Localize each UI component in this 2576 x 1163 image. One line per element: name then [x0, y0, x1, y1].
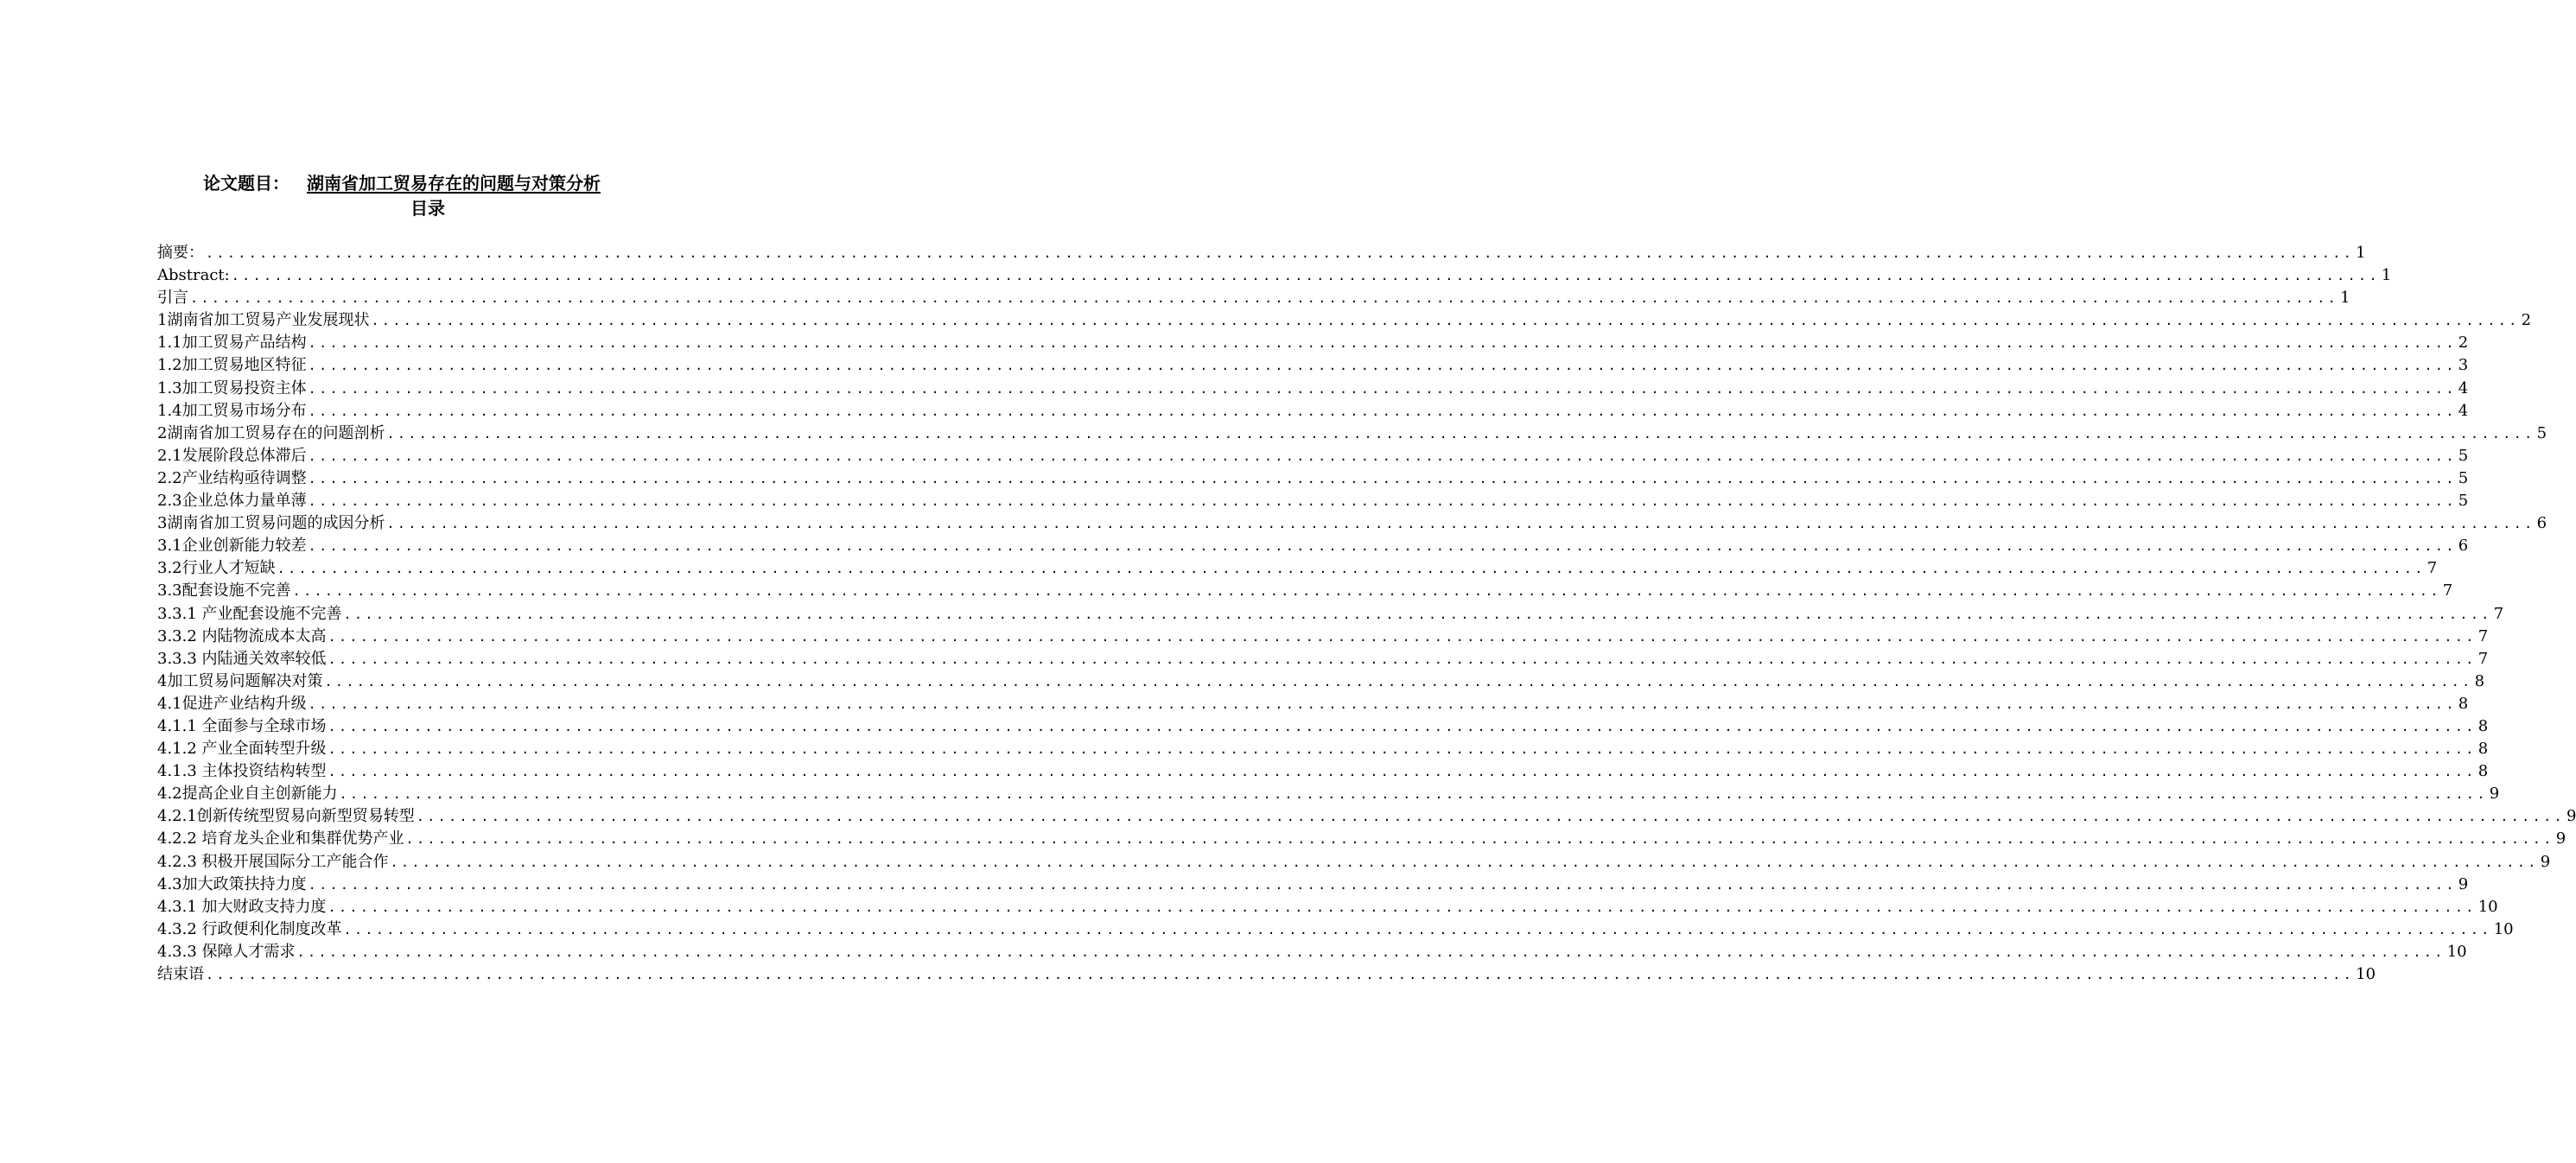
- toc-entry-page-number: 1: [2356, 244, 2366, 262]
- toc-entry-label: 3.3.3 内陆通关效率较低: [157, 649, 327, 668]
- toc-entry[interactable]: [157, 715, 2489, 738]
- toc-entry-page-number: 9: [2540, 852, 2551, 871]
- toc-entry-label: 1.2加工贸易地区特征: [157, 356, 307, 375]
- toc-entry-page-number: 5: [2536, 423, 2547, 442]
- toc-entry-page-number: 6: [2536, 514, 2547, 533]
- toc-dot-leader: ........................................................................................................................................................................................................: [296, 944, 2446, 960]
- toc-entry-page-number: 6: [2458, 537, 2469, 556]
- toc-entry-page-number: 3: [2458, 356, 2469, 375]
- toc-entry-page-number: 10: [2477, 897, 2498, 916]
- toc-dot-leader: ........................................................................................................................................................................................................: [343, 606, 2492, 622]
- toc-entry-label: 3.2行业人才短缺: [157, 559, 276, 578]
- toc-dot-leader: ........................................................................................................................................................................................................: [328, 718, 2477, 734]
- toc-entry[interactable]: [157, 423, 2547, 445]
- toc-entry-page-number: 10: [2356, 965, 2376, 983]
- thesis-title-value: 湖南省加工贸易存在的问题与对策分析: [307, 173, 601, 194]
- toc-entry-label: 4.2提高企业自主创新能力: [157, 785, 338, 804]
- toc-dot-leader: ........................................................................................................................................................................................................: [308, 470, 2457, 486]
- toc-dot-leader: ........................................................................................................................................................................................................: [277, 561, 2426, 577]
- toc-entry[interactable]: [157, 693, 2469, 715]
- toc-dot-leader: ........................................................................................................................................................................................................: [386, 516, 2535, 532]
- toc-entry-page-number: 9: [2566, 807, 2576, 826]
- toc-entry-label: 3.3.2 内陆物流成本太高: [157, 626, 327, 645]
- toc-entry-page-number: 4: [2458, 401, 2469, 420]
- toc-entry-label: 2湖南省加工贸易存在的问题剖析: [157, 423, 385, 442]
- toc-entry-page-number: 2: [2521, 311, 2532, 330]
- toc-entry-label: 4.3.2 行政便利化制度改革: [157, 919, 342, 938]
- toc-entry[interactable]: [157, 287, 2350, 309]
- toc-entry-label: 4.1.3 主体投资结构转型: [157, 762, 327, 781]
- toc-dot-leader: ........................................................................................................................................................................................................: [308, 358, 2457, 374]
- toc-entry[interactable]: [157, 332, 2469, 354]
- toc-entry-label: 4.3.3 保障人才需求: [157, 942, 296, 961]
- toc-entry-label: 4加工贸易问题解决对策: [157, 671, 323, 690]
- toc-entry[interactable]: [157, 354, 2469, 377]
- toc-entry[interactable]: [157, 918, 2514, 941]
- toc-dot-leader: ........................................................................................................................................................................................................: [206, 967, 2355, 982]
- toc-entry-page-number: 1: [2340, 289, 2350, 308]
- toc-dot-leader: ........................................................................................................................................................................................................: [343, 921, 2492, 937]
- toc-entry[interactable]: [157, 557, 2438, 580]
- toc-entry[interactable]: [157, 648, 2489, 670]
- toc-dot-leader: ........................................................................................................................................................................................................: [206, 245, 2355, 261]
- toc-dot-leader: ........................................................................................................................................................................................................: [328, 741, 2477, 758]
- toc-entry-label: 1.3加工贸易投资主体: [157, 378, 307, 397]
- toc-entry-label: 1.1加工贸易产品结构: [157, 334, 307, 353]
- toc-dot-leader: ........................................................................................................................................................................................................: [292, 583, 2441, 600]
- toc-entry-page-number: 9: [2489, 785, 2500, 804]
- toc-entry[interactable]: [157, 896, 2498, 918]
- toc-dot-leader: ........................................................................................................................................................................................................: [386, 425, 2535, 442]
- toc-entry-page-number: 2: [2458, 334, 2469, 353]
- toc-entry[interactable]: [157, 378, 2469, 400]
- toc-entry[interactable]: [157, 828, 2566, 850]
- toc-dot-leader: ........................................................................................................................................................................................................: [308, 876, 2457, 893]
- toc-entry-page-number: 4: [2458, 378, 2469, 397]
- toc-entry[interactable]: [157, 535, 2469, 557]
- toc-dot-leader: ........................................................................................................................................................................................................: [416, 809, 2565, 825]
- toc-entry-label: 2.3企业总体力量单薄: [157, 492, 307, 511]
- toc-entry-label: 4.1.2 产业全面转型升级: [157, 740, 327, 759]
- thesis-title-label: 论文题目：: [203, 173, 289, 194]
- toc-entry-page-number: 8: [2477, 740, 2489, 759]
- toc-dot-leader: ........................................................................................................................................................................................................: [308, 380, 2457, 397]
- toc-dot-leader: ........................................................................................................................................................................................................: [328, 628, 2477, 645]
- toc-entry-label: 4.3.1 加大财政支持力度: [157, 897, 327, 916]
- toc-entry-label: 4.3加大政策扶持力度: [157, 874, 307, 893]
- toc-entry[interactable]: [157, 264, 2392, 287]
- toc-dot-leader: ........................................................................................................................................................................................................: [371, 313, 2520, 329]
- toc-entry[interactable]: [157, 805, 2576, 828]
- toc-dot-leader: ........................................................................................................................................................................................................: [328, 651, 2477, 667]
- toc-entry[interactable]: [157, 242, 2366, 264]
- toc-dot-leader: ........................................................................................................................................................................................................: [308, 335, 2457, 352]
- toc-entry-page-number: 10: [2493, 919, 2514, 938]
- toc-entry[interactable]: [157, 512, 2547, 535]
- toc-entry-page-number: 8: [2477, 716, 2489, 735]
- toc-entry-page-number: 9: [2458, 874, 2469, 893]
- toc-dot-leader: ........................................................................................................................................................................................................: [308, 538, 2457, 555]
- toc-entry-page-number: 1: [2381, 266, 2392, 285]
- toc-entry-label: 4.1.1 全面参与全球市场: [157, 716, 327, 735]
- toc-entry-page-number: 7: [2442, 582, 2453, 601]
- toc-entry-page-number: 7: [2493, 604, 2504, 623]
- toc-dot-leader: ........................................................................................................................................................................................................: [308, 448, 2457, 464]
- thesis-title: [0, 171, 821, 195]
- toc-dot-leader: ........................................................................................................................................................................................................: [324, 673, 2473, 690]
- toc-dot-leader: ........................................................................................................................................................................................................: [308, 493, 2457, 510]
- toc-dot-leader: ........................................................................................................................................................................................................: [308, 403, 2457, 419]
- toc-entry-page-number: 10: [2446, 942, 2467, 961]
- toc-entry[interactable]: [157, 760, 2489, 783]
- toc-entry-label: 1.4加工贸易市场分布: [157, 401, 307, 420]
- toc-dot-leader: ........................................................................................................................................................................................................: [308, 696, 2457, 712]
- toc-dot-leader: ........................................................................................................................................................................................................: [390, 854, 2539, 870]
- toc-entry-page-number: 5: [2458, 468, 2469, 487]
- toc-entry-page-number: 8: [2474, 671, 2485, 690]
- toc-entry-page-number: 9: [2555, 829, 2566, 848]
- toc-entry-label: 2.2产业结构亟待调整: [157, 468, 307, 487]
- toc-entry[interactable]: [157, 309, 2532, 332]
- toc-entry-page-number: 7: [2477, 626, 2489, 645]
- toc-entry-page-number: 7: [2477, 649, 2489, 668]
- toc-dot-leader: ........................................................................................................................................................................................................: [328, 764, 2477, 780]
- toc-dot-leader: ........................................................................................................................................................................................................: [339, 786, 2488, 803]
- toc-heading: 目录: [410, 198, 445, 219]
- toc-entry-label: 2.1发展阶段总体滞后: [157, 446, 307, 465]
- toc-entry-label: 1湖南省加工贸易产业发展现状: [157, 311, 370, 330]
- toc-entry-label: 4.1促进产业结构升级: [157, 694, 307, 713]
- table-of-contents: [157, 242, 2576, 986]
- toc-dot-leader: ........................................................................................................................................................................................................: [405, 831, 2554, 848]
- toc-entry-label: 3.3.1 产业配套设施不完善: [157, 604, 342, 623]
- toc-entry[interactable]: [157, 874, 2469, 896]
- toc-entry[interactable]: [157, 783, 2500, 805]
- toc-entry-label: 3.3配套设施不完善: [157, 582, 291, 601]
- toc-entry-label: 结束语: [157, 965, 204, 983]
- toc-entry-label: 摘要：: [157, 244, 204, 262]
- toc-entry-page-number: 5: [2458, 492, 2469, 511]
- toc-dot-leader: ........................................................................................................................................................................................................: [231, 268, 2380, 284]
- toc-entry-label: Abstract:: [157, 266, 230, 285]
- toc-entry-label: 4.2.1创新传统型贸易向新型贸易转型: [157, 807, 415, 826]
- toc-entry-page-number: 8: [2458, 694, 2469, 713]
- toc-entry[interactable]: [157, 603, 2504, 626]
- toc-entry[interactable]: [157, 580, 2453, 602]
- toc-entry-label: 3湖南省加工贸易问题的成因分析: [157, 514, 385, 533]
- toc-entry[interactable]: [157, 851, 2551, 874]
- toc-entry-page-number: 7: [2427, 559, 2438, 578]
- toc-entry[interactable]: [157, 626, 2489, 648]
- toc-entry[interactable]: [157, 670, 2485, 693]
- toc-entry[interactable]: [157, 738, 2489, 760]
- toc-entry[interactable]: [157, 445, 2469, 467]
- toc-dot-leader: ........................................................................................................................................................................................................: [190, 290, 2339, 307]
- toc-entry[interactable]: [157, 963, 2376, 986]
- toc-entry[interactable]: [157, 490, 2469, 512]
- toc-entry-label: 4.2.3 积极开展国际分工产能合作: [157, 852, 389, 871]
- toc-entry-page-number: 5: [2458, 446, 2469, 465]
- toc-entry-label: 3.1企业创新能力较差: [157, 537, 307, 556]
- toc-entry-label: 4.2.2 培育龙头企业和集群优势产业: [157, 829, 404, 848]
- toc-entry[interactable]: [157, 941, 2467, 963]
- toc-dot-leader: ........................................................................................................................................................................................................: [328, 899, 2477, 915]
- toc-entry[interactable]: [157, 467, 2469, 490]
- toc-entry[interactable]: [157, 400, 2469, 423]
- toc-entry-label: 引言: [157, 289, 188, 308]
- toc-entry-page-number: 8: [2477, 762, 2489, 781]
